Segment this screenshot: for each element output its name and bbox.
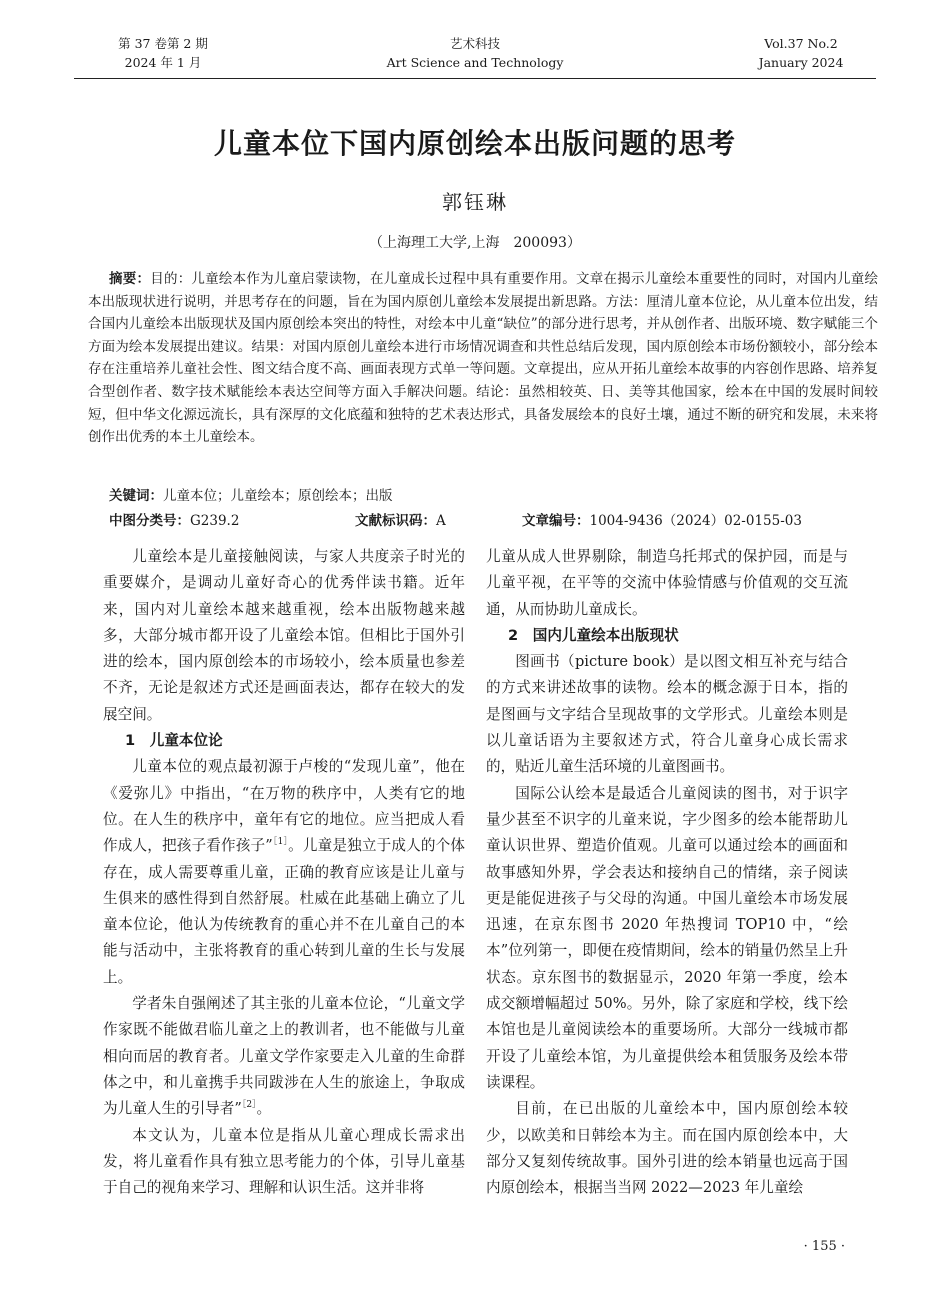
- paragraph-text: 。儿童是独立于成人的个体存在，成人需要尊重儿童，正确的教育应该是让儿童与生俱来的感性得到自然舒展。杜威在此基础上确立了儿童本位论，他认为传统教育的重心并不在儿童自己的本能与活动中，主张将教育的重心转到儿童的生长与发展上。: [103, 837, 465, 986]
- clc-number: [109, 510, 239, 532]
- running-header: [74, 34, 876, 79]
- paper-title: 儿童本位下国内原创绘本出版问题的思考: [213, 127, 736, 160]
- paragraph: [103, 991, 465, 1122]
- paragraph: 儿童绘本是儿童接触阅读，与家人共度亲子时光的重要媒介，是调动儿童好奇心的优秀伴读书籍。近年来，国内对儿童绘本越来越重视，绘本出版物越来越多，大部分城市都开设了儿童绘本馆。但相比于国外引进的绘本，国内原创绘本的市场较小，绘本质量也参差不齐，无论是叙述方式还是画面表达，都存在较大的发展空间。: [103, 548, 465, 723]
- doc-value: A: [436, 513, 446, 529]
- volume-number: Vol.37 No.2: [764, 36, 838, 51]
- keywords: [109, 485, 393, 507]
- keywords-label: 关键词：: [109, 488, 163, 504]
- issue-date: 2024 年 1 月: [124, 55, 202, 70]
- journal-name: [374, 34, 576, 72]
- right-column: [486, 544, 848, 1201]
- section-heading-2: 2 国内儿童绘本出版现状: [508, 626, 679, 644]
- journal-name-cn: 艺术科技: [449, 36, 500, 51]
- journal-issue: [108, 34, 218, 72]
- section-heading-1: 1 儿童本位论: [125, 732, 223, 750]
- document-code: [355, 510, 446, 532]
- page-number: · 155 ·: [803, 1239, 845, 1254]
- clc-value: G239.2: [190, 513, 240, 529]
- paragraph: [103, 754, 465, 991]
- abstract-label: 摘要：: [109, 271, 151, 287]
- art-value: 1004-9436（2024）02-0155-03: [589, 513, 802, 529]
- doc-label: 文献标识码：: [355, 513, 436, 529]
- paragraph: 图画书（picture book）是以图文相互补充与结合的方式来讲述故事的读物。绘本的概念源于日本，指的是图画与文字结合呈现故事的文学形式。儿童绘本则是以儿童话语为主要叙述方式，符合儿童身心成长需求的，贴近儿童生活环境的儿童图画书。: [486, 653, 848, 776]
- paragraph: 国际公认绘本是最适合儿童阅读的图书，对于识字量少甚至不识字的儿童来说，字少图多的绘本能帮助儿童认识世界、塑造价值观。儿童可以通过绘本的画面和故事感知外界，学会表达和接纳自己的情绪，亲子阅读更是能促进孩子与父母的沟通。中国儿童绘本市场发展迅速，在京东图书 2020 年热搜词 TOP10 中，“绘本”位列第一，即便在疫情期间，绘本的销量仍然呈上升状态。京东图书的数据显示，2020 年第一季度，绘本成交额增幅超过 50%。另外，除了家庭和学校，线下绘本馆也是儿童阅读绘本的重要场所。大部分一线城市都开设了儿童绘本馆，为儿童提供绘本租赁服务及绘本带读课程。: [486, 784, 848, 1091]
- journal-volume-en: [746, 34, 856, 72]
- paragraph: 目前，在已出版的儿童绘本中，国内原创绘本较少，以欧美和日韩绘本为主。而在国内原创绘本中，大部分又复刻传统故事。国外引进的绘本销量也远高于国内原创绘本，根据当当网 2022—2023 年儿童绘: [486, 1100, 848, 1197]
- article-number: [522, 510, 802, 532]
- paragraph-text: 学者朱自强阐述了其主张的儿童本位论，“儿童文学作家既不能做君临儿童之上的教训者，也不能做与儿童相向而居的教育者。儿童文学作家要走入儿童的生命群体之中，和儿童携手共同跋涉在人生的旅途上，争取成为儿童人生的引导者”: [103, 995, 465, 1118]
- journal-name-en: Art Science and Technology: [386, 55, 564, 70]
- abstract: [88, 268, 878, 449]
- author-name: 郭钰琳: [442, 190, 508, 214]
- art-label: 文章编号：: [522, 513, 590, 529]
- citation-1[interactable]: ［1］: [272, 837, 289, 848]
- paragraph-text: 。: [256, 1100, 272, 1118]
- paragraph: 本文认为，儿童本位是指从儿童心理成长需求出发，将儿童看作具有独立思考能力的个体，引导儿童基于自己的视角来学习、理解和认识生活。这并非将: [103, 1126, 465, 1197]
- citation-2[interactable]: ［2］: [241, 1100, 257, 1111]
- author-affiliation: （上海理工大学,上海 200093）: [369, 235, 581, 251]
- paragraph-text: 儿童本位的观点最初源于卢梭的“发现儿童”，他在《爱弥儿》中指出，“在万物的秩序中，人类有它的地位。在人生的秩序中，童年有它的地位。应当把成人看作成人，把孩子看作孩子”: [103, 758, 465, 855]
- left-column: [103, 544, 465, 1201]
- paragraph: 儿童从成人世界剔除，制造乌托邦式的保护园，而是与儿童平视，在平等的交流中体验情感与价值观的交互流通，从而协助儿童成长。: [486, 548, 848, 618]
- abstract-text: 目的：儿童绘本作为儿童启蒙读物，在儿童成长过程中具有重要作用。文章在揭示儿童绘本重要性的同时，对国内儿童绘本出版现状进行说明，并思考存在的问题，旨在为国内原创儿童绘本发展提出新思路。方法：厘清儿童本位论，从儿童本位出发，结合国内儿童绘本出版现状及国内原创绘本突出的特性，对绘本中儿童“缺位”的部分进行思考，并从创作者、出版环境、数字赋能三个方面为绘本发展提出建议。结果：对国内原创儿童绘本进行市场情况调查和共性总结后发现，国内原创绘本市场份额较小，部分绘本存在注重培养儿童社会性、图文结合度不高、画面表现方式单一等问题。文章提出，应从开拓儿童绘本故事的内容创作思路、培养复合型创作者、数字技术赋能绘本表达空间等方面入手解决问题。结论：虽然相较英、日、美等其他国家，绘本在中国的发展时间较短，但中华文化源远流长，具有深厚的文化底蕴和独特的艺术表达形式，具备发展绘本的良好土壤，通过不断的研究和发展，未来将创作出优秀的本土儿童绘本。: [88, 271, 879, 446]
- clc-label: 中图分类号：: [109, 513, 190, 529]
- issue-volume: 第 37 卷第 2 期: [118, 36, 208, 51]
- volume-date: January 2024: [758, 55, 844, 70]
- keywords-text: 儿童本位；儿童绘本；原创绘本；出版: [163, 488, 393, 504]
